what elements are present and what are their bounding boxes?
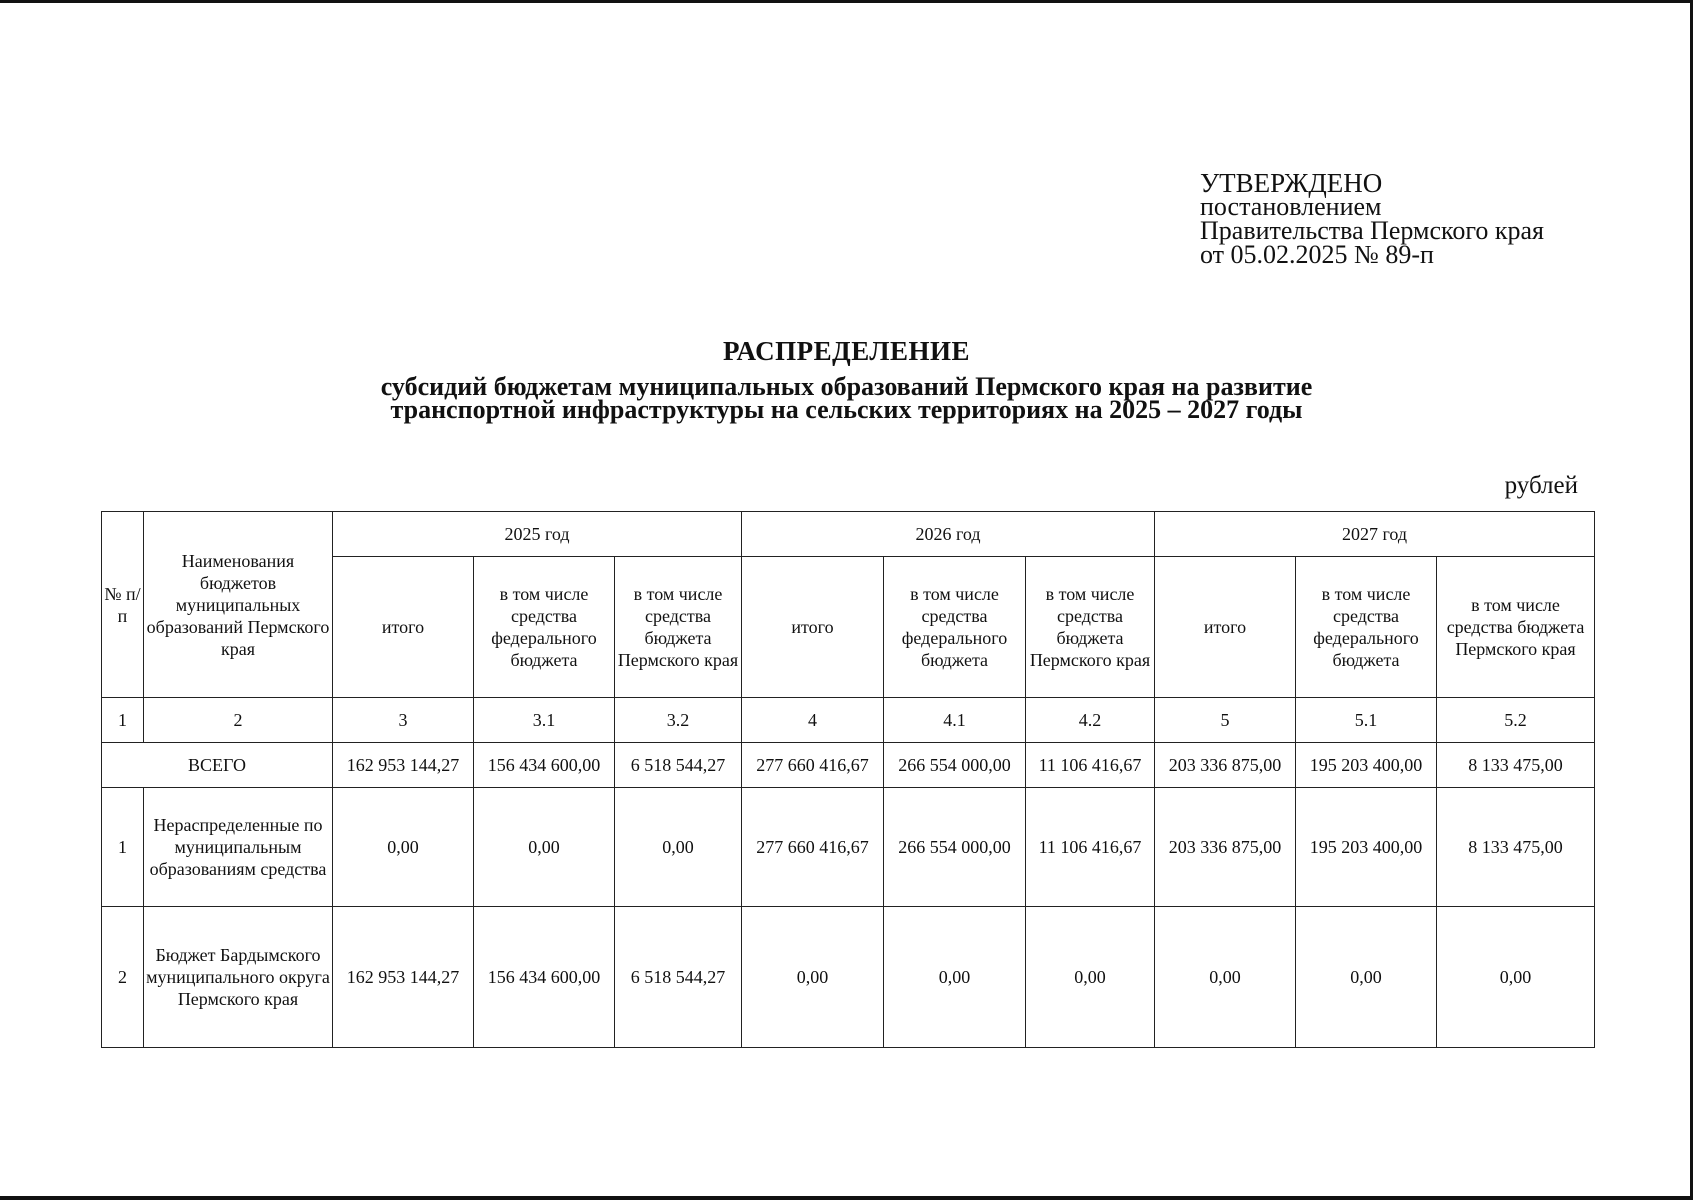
index-cell: 4.1 [884,698,1026,743]
approval-stamp-block [1200,168,1544,269]
row-value: 156 434 600,00 [474,907,615,1048]
header-2027-federal: в том числе средства федерального бюджета [1296,557,1437,698]
row-num: 1 [102,788,144,907]
approval-line-2: Правительства Пермского края [1200,216,1544,245]
row-value: 266 554 000,00 [884,788,1026,907]
row-value: 203 336 875,00 [1155,788,1296,907]
index-cell: 4 [742,698,884,743]
row-value: 0,00 [742,907,884,1048]
total-value: 195 203 400,00 [1296,743,1437,788]
row-num: 2 [102,907,144,1048]
row-value: 277 660 416,67 [742,788,884,907]
approval-heading: УТВЕРЖДЕНО [1200,168,1383,198]
header-2026-federal: в том числе средства федерального бюджета [884,557,1026,698]
total-value: 277 660 416,67 [742,743,884,788]
total-value: 266 554 000,00 [884,743,1026,788]
row-value: 0,00 [333,788,474,907]
index-cell: 5.2 [1437,698,1595,743]
header-2025-federal: в том числе средства федерального бюджета [474,557,615,698]
header-2025-total: итого [333,557,474,698]
row-value: 11 106 416,67 [1026,788,1155,907]
total-value: 8 133 475,00 [1437,743,1595,788]
row-value: 162 953 144,27 [333,907,474,1048]
header-2025-regional: в том числе средства бюджета Пермского края [615,557,742,698]
scan-edge-bottom [0,1196,1693,1200]
document-title: РАСПРЕДЕЛЕНИЕ [722,336,971,366]
row-value: 0,00 [1437,907,1595,1048]
header-2027-regional: в том числе средства бюджета Пермского края [1437,557,1595,698]
row-value: 0,00 [1296,907,1437,1048]
document-subtitle [0,372,1693,424]
total-value: 11 106 416,67 [1026,743,1155,788]
row-value: 0,00 [474,788,615,907]
header-2027-total: итого [1155,557,1296,698]
header-year-2027: 2027 год [1155,512,1595,557]
table-row [102,788,1595,907]
index-cell: 3.2 [615,698,742,743]
table-index-row [102,698,1595,743]
header-year-2026: 2026 год [742,512,1155,557]
total-label: ВСЕГО [102,743,333,788]
row-name: Нераспределенные по муниципальным образованиям средства [144,788,333,907]
index-cell: 5.1 [1296,698,1437,743]
index-cell: 5 [1155,698,1296,743]
index-cell: 3 [333,698,474,743]
index-cell: 2 [144,698,333,743]
row-value: 195 203 400,00 [1296,788,1437,907]
table-row [102,907,1595,1048]
scan-edge-top [0,0,1693,3]
subtitle-line-1: субсидий бюджетам муниципальных образований Пермского края на развитие [380,372,1313,401]
total-value: 156 434 600,00 [474,743,615,788]
header-2026-total: итого [742,557,884,698]
header-name: Наименования бюджетов муниципальных образований Пермского края [144,512,333,698]
header-2026-regional: в том числе средства бюджета Пермского края [1026,557,1155,698]
total-value: 6 518 544,27 [615,743,742,788]
approval-line-1: постановлением [1200,192,1382,221]
index-cell: 4.2 [1026,698,1155,743]
total-value: 203 336 875,00 [1155,743,1296,788]
subtitle-line-2: транспортной инфраструктуры на сельских территориях на 2025 – 2027 годы [390,395,1303,424]
approval-line-3: от 05.02.2025 № 89-п [1200,240,1434,269]
row-value: 0,00 [884,907,1026,1048]
row-value: 0,00 [615,788,742,907]
index-cell: 3.1 [474,698,615,743]
row-value: 0,00 [1026,907,1155,1048]
table-header-years [102,512,1595,557]
distribution-table [101,511,1595,1048]
row-value: 6 518 544,27 [615,907,742,1048]
row-value: 8 133 475,00 [1437,788,1595,907]
header-num: № п/п [102,512,144,698]
index-cell: 1 [102,698,144,743]
header-year-2025: 2025 год [333,512,742,557]
row-value: 0,00 [1155,907,1296,1048]
currency-unit: рублей [1504,472,1578,499]
total-value: 162 953 144,27 [333,743,474,788]
row-name: Бюджет Бардымского муниципального округа Пермского края [144,907,333,1048]
table-row-total [102,743,1595,788]
